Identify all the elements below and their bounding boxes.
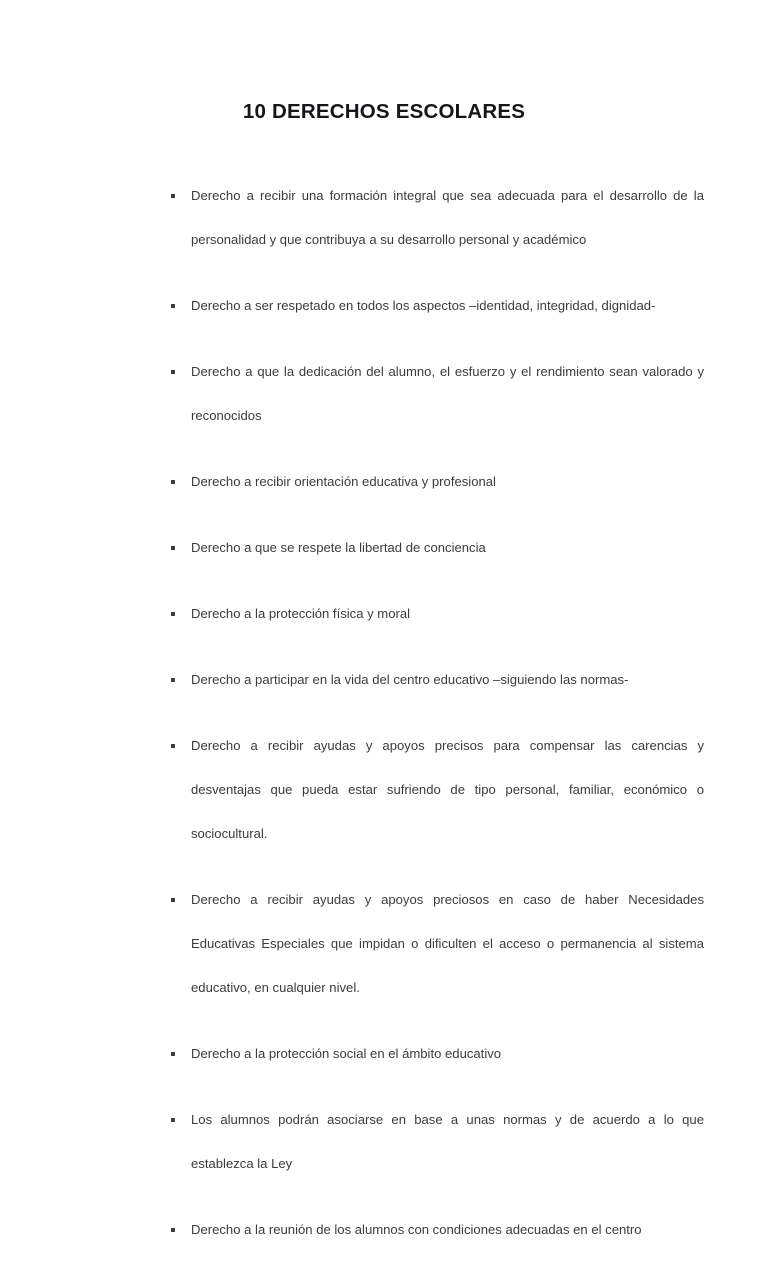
list-item-text: Derecho a participar en la vida del centro educativo –siguiendo las normas-	[191, 672, 629, 687]
list-item	[171, 878, 704, 1010]
list-item-text: Derecho a recibir ayudas y apoyos preciosos en caso de haber Necesidades Educativas Especiales que impidan o dificulten el acceso o permanencia al sistema educativo, en cualquier nivel.	[191, 892, 704, 995]
list-item-text: Derecho a recibir una formación integral que sea adecuada para el desarrollo de la personalidad y que contribuya a su desarrollo personal y académico	[191, 188, 704, 247]
list-item	[171, 526, 704, 570]
rights-list	[131, 174, 704, 1274]
list-item-text: Derecho a recibir ayudas y apoyos precisos para compensar las carencias y desventajas que pueda estar sufriendo de tipo personal, familiar, económico o sociocultural.	[191, 738, 704, 841]
list-item-text: Derecho a ser respetado en todos los aspectos –identidad, integridad, dignidad-	[191, 298, 656, 313]
list-item	[171, 174, 704, 262]
page-title: 10 DERECHOS ESCOLARES	[242, 99, 526, 123]
list-item-text: Los alumnos podrán asociarse en base a unas normas y de acuerdo a lo que establezca la Ley	[191, 1112, 704, 1171]
list-item-text: Derecho a que la dedicación del alumno, el esfuerzo y el rendimiento sean valorado y reconocidos	[191, 364, 704, 423]
list-item-text: Derecho a la protección social en el ámbito educativo	[191, 1046, 502, 1061]
list-item	[171, 350, 704, 438]
list-item	[171, 658, 704, 702]
list-item	[171, 1208, 704, 1252]
list-item	[171, 284, 704, 328]
list-item-text: Derecho a la reunión de los alumnos con condiciones adecuadas en el centro	[191, 1222, 642, 1237]
list-item	[171, 1098, 704, 1186]
list-item	[171, 724, 704, 856]
list-item-text: Derecho a recibir orientación educativa y profesional	[191, 474, 496, 489]
list-item-text: Derecho a la protección física y moral	[191, 606, 411, 621]
list-item	[171, 1032, 704, 1076]
list-item-text: Derecho a que se respete la libertad de conciencia	[191, 540, 486, 555]
list-item	[171, 460, 704, 504]
list-item	[171, 592, 704, 636]
